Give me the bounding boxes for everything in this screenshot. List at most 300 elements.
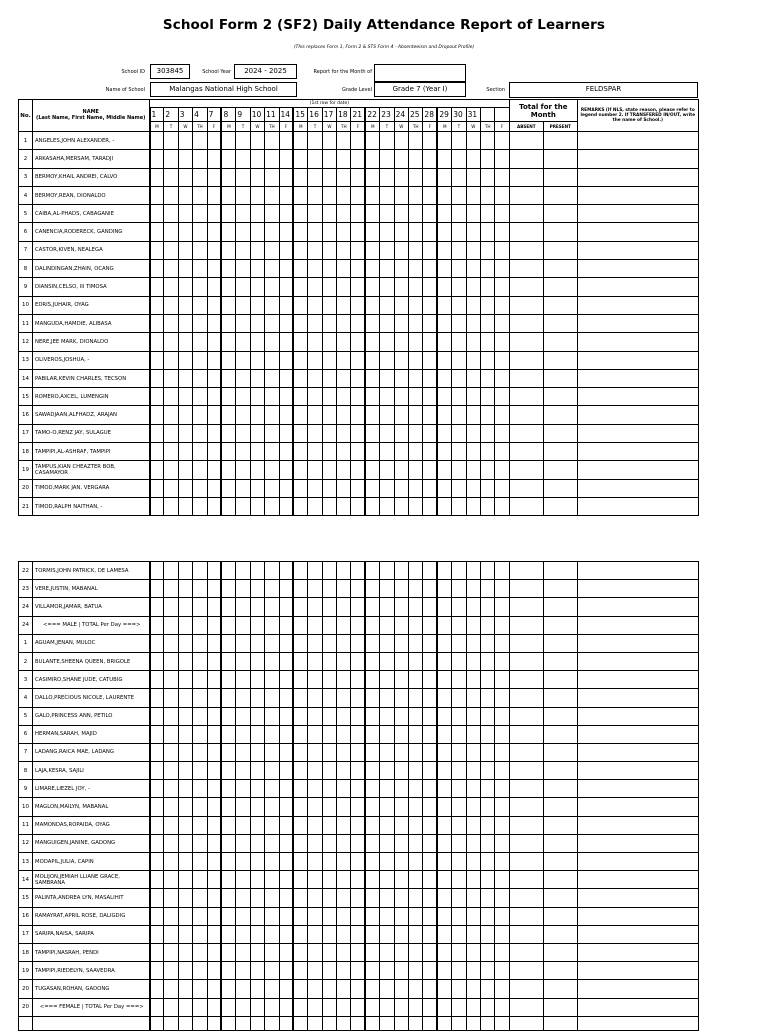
- attendance-cell[interactable]: [437, 853, 451, 871]
- attendance-cell[interactable]: [437, 871, 451, 889]
- attendance-cell[interactable]: [351, 816, 365, 834]
- attendance-cell[interactable]: [380, 314, 394, 332]
- attendance-cell[interactable]: [423, 351, 437, 369]
- attendance-cell[interactable]: [150, 925, 164, 943]
- attendance-cell[interactable]: [466, 634, 480, 652]
- attendance-cell[interactable]: [150, 598, 164, 616]
- attendance-cell[interactable]: [178, 168, 192, 186]
- absent-total-cell[interactable]: [509, 369, 543, 387]
- attendance-cell[interactable]: [236, 798, 250, 816]
- attendance-cell[interactable]: [365, 278, 379, 296]
- attendance-cell[interactable]: [380, 186, 394, 204]
- attendance-cell[interactable]: [480, 798, 494, 816]
- attendance-cell[interactable]: [409, 150, 423, 168]
- attendance-cell[interactable]: [221, 616, 235, 634]
- attendance-cell[interactable]: [423, 762, 437, 780]
- attendance-cell[interactable]: [495, 314, 509, 332]
- present-total-cell[interactable]: [543, 260, 577, 278]
- attendance-cell[interactable]: [221, 780, 235, 798]
- attendance-cell[interactable]: [150, 689, 164, 707]
- attendance-cell[interactable]: [150, 351, 164, 369]
- attendance-cell[interactable]: [351, 743, 365, 761]
- attendance-cell[interactable]: [466, 598, 480, 616]
- attendance-cell[interactable]: [150, 1016, 164, 1030]
- attendance-cell[interactable]: [437, 762, 451, 780]
- attendance-cell[interactable]: [308, 707, 322, 725]
- remarks-cell[interactable]: [577, 278, 698, 296]
- attendance-cell[interactable]: [365, 168, 379, 186]
- present-total-cell[interactable]: [543, 889, 577, 907]
- attendance-cell[interactable]: [293, 479, 307, 497]
- attendance-cell[interactable]: [351, 369, 365, 387]
- present-total-cell[interactable]: [543, 223, 577, 241]
- attendance-cell[interactable]: [380, 497, 394, 515]
- attendance-cell[interactable]: [193, 314, 207, 332]
- attendance-cell[interactable]: [265, 889, 279, 907]
- present-total-cell[interactable]: [543, 278, 577, 296]
- attendance-cell[interactable]: [250, 671, 264, 689]
- attendance-cell[interactable]: [164, 205, 178, 223]
- attendance-cell[interactable]: [265, 296, 279, 314]
- attendance-cell[interactable]: [308, 497, 322, 515]
- attendance-cell[interactable]: [279, 333, 293, 351]
- attendance-cell[interactable]: [365, 762, 379, 780]
- attendance-cell[interactable]: [193, 907, 207, 925]
- attendance-cell[interactable]: [423, 998, 437, 1016]
- attendance-cell[interactable]: [150, 580, 164, 598]
- attendance-cell[interactable]: [423, 205, 437, 223]
- attendance-cell[interactable]: [265, 388, 279, 406]
- attendance-cell[interactable]: [337, 652, 351, 670]
- attendance-cell[interactable]: [437, 798, 451, 816]
- attendance-cell[interactable]: [293, 707, 307, 725]
- attendance-cell[interactable]: [365, 186, 379, 204]
- attendance-cell[interactable]: [423, 853, 437, 871]
- attendance-cell[interactable]: [480, 634, 494, 652]
- attendance-cell[interactable]: [221, 223, 235, 241]
- attendance-cell[interactable]: [322, 562, 336, 580]
- present-total-cell[interactable]: [543, 369, 577, 387]
- attendance-cell[interactable]: [351, 205, 365, 223]
- attendance-cell[interactable]: [279, 150, 293, 168]
- attendance-cell[interactable]: [495, 889, 509, 907]
- attendance-cell[interactable]: [221, 461, 235, 479]
- attendance-cell[interactable]: [265, 1016, 279, 1030]
- attendance-cell[interactable]: [207, 241, 221, 259]
- attendance-cell[interactable]: [221, 652, 235, 670]
- remarks-cell[interactable]: [577, 743, 698, 761]
- attendance-cell[interactable]: [437, 889, 451, 907]
- remarks-cell[interactable]: [577, 998, 698, 1016]
- attendance-cell[interactable]: [293, 351, 307, 369]
- attendance-cell[interactable]: [178, 925, 192, 943]
- absent-total-cell[interactable]: [509, 853, 543, 871]
- attendance-cell[interactable]: [337, 241, 351, 259]
- attendance-cell[interactable]: [466, 725, 480, 743]
- attendance-cell[interactable]: [164, 278, 178, 296]
- attendance-cell[interactable]: [409, 406, 423, 424]
- attendance-cell[interactable]: [250, 998, 264, 1016]
- attendance-cell[interactable]: [423, 907, 437, 925]
- present-total-cell[interactable]: [543, 562, 577, 580]
- attendance-cell[interactable]: [236, 743, 250, 761]
- attendance-cell[interactable]: [236, 424, 250, 442]
- attendance-cell[interactable]: [221, 205, 235, 223]
- attendance-cell[interactable]: [193, 205, 207, 223]
- attendance-cell[interactable]: [495, 925, 509, 943]
- attendance-cell[interactable]: [409, 798, 423, 816]
- attendance-cell[interactable]: [265, 707, 279, 725]
- attendance-cell[interactable]: [322, 962, 336, 980]
- attendance-cell[interactable]: [207, 834, 221, 852]
- attendance-cell[interactable]: [351, 889, 365, 907]
- attendance-cell[interactable]: [437, 580, 451, 598]
- attendance-cell[interactable]: [365, 598, 379, 616]
- attendance-cell[interactable]: [337, 725, 351, 743]
- attendance-cell[interactable]: [164, 907, 178, 925]
- attendance-cell[interactable]: [150, 479, 164, 497]
- attendance-cell[interactable]: [150, 314, 164, 332]
- attendance-cell[interactable]: [337, 461, 351, 479]
- attendance-cell[interactable]: [351, 598, 365, 616]
- attendance-cell[interactable]: [250, 241, 264, 259]
- attendance-cell[interactable]: [250, 598, 264, 616]
- attendance-cell[interactable]: [466, 780, 480, 798]
- attendance-cell[interactable]: [409, 998, 423, 1016]
- attendance-cell[interactable]: [308, 671, 322, 689]
- attendance-cell[interactable]: [322, 798, 336, 816]
- attendance-cell[interactable]: [466, 889, 480, 907]
- attendance-cell[interactable]: [250, 296, 264, 314]
- attendance-cell[interactable]: [221, 689, 235, 707]
- attendance-cell[interactable]: [480, 369, 494, 387]
- attendance-cell[interactable]: [150, 241, 164, 259]
- attendance-cell[interactable]: [279, 871, 293, 889]
- attendance-cell[interactable]: [308, 652, 322, 670]
- attendance-cell[interactable]: [466, 150, 480, 168]
- attendance-cell[interactable]: [193, 497, 207, 515]
- attendance-cell[interactable]: [322, 369, 336, 387]
- attendance-cell[interactable]: [193, 150, 207, 168]
- attendance-cell[interactable]: [193, 925, 207, 943]
- present-total-cell[interactable]: [543, 798, 577, 816]
- attendance-cell[interactable]: [293, 406, 307, 424]
- attendance-cell[interactable]: [466, 186, 480, 204]
- attendance-cell[interactable]: [293, 689, 307, 707]
- attendance-cell[interactable]: [178, 278, 192, 296]
- attendance-cell[interactable]: [380, 998, 394, 1016]
- attendance-cell[interactable]: [293, 562, 307, 580]
- absent-total-cell[interactable]: [509, 479, 543, 497]
- attendance-cell[interactable]: [178, 598, 192, 616]
- absent-total-cell[interactable]: [509, 780, 543, 798]
- attendance-cell[interactable]: [178, 725, 192, 743]
- attendance-cell[interactable]: [452, 461, 466, 479]
- present-total-cell[interactable]: [543, 816, 577, 834]
- attendance-cell[interactable]: [409, 314, 423, 332]
- attendance-cell[interactable]: [308, 562, 322, 580]
- absent-total-cell[interactable]: [509, 223, 543, 241]
- attendance-cell[interactable]: [193, 853, 207, 871]
- present-total-cell[interactable]: [543, 406, 577, 424]
- attendance-cell[interactable]: [337, 671, 351, 689]
- absent-total-cell[interactable]: [509, 205, 543, 223]
- attendance-cell[interactable]: [279, 260, 293, 278]
- attendance-cell[interactable]: [308, 798, 322, 816]
- attendance-cell[interactable]: [178, 798, 192, 816]
- attendance-cell[interactable]: [380, 925, 394, 943]
- attendance-cell[interactable]: [308, 580, 322, 598]
- attendance-cell[interactable]: [207, 260, 221, 278]
- attendance-cell[interactable]: [265, 798, 279, 816]
- attendance-cell[interactable]: [423, 424, 437, 442]
- attendance-cell[interactable]: [308, 598, 322, 616]
- attendance-cell[interactable]: [337, 497, 351, 515]
- attendance-cell[interactable]: [380, 689, 394, 707]
- attendance-cell[interactable]: [164, 725, 178, 743]
- attendance-cell[interactable]: [380, 907, 394, 925]
- present-total-cell[interactable]: [543, 443, 577, 461]
- attendance-cell[interactable]: [150, 168, 164, 186]
- attendance-cell[interactable]: [250, 406, 264, 424]
- attendance-cell[interactable]: [236, 186, 250, 204]
- attendance-cell[interactable]: [164, 689, 178, 707]
- attendance-cell[interactable]: [351, 853, 365, 871]
- attendance-cell[interactable]: [308, 816, 322, 834]
- attendance-cell[interactable]: [437, 780, 451, 798]
- attendance-cell[interactable]: [409, 580, 423, 598]
- attendance-cell[interactable]: [480, 616, 494, 634]
- attendance-cell[interactable]: [409, 725, 423, 743]
- attendance-cell[interactable]: [466, 834, 480, 852]
- attendance-cell[interactable]: [380, 707, 394, 725]
- absent-total-cell[interactable]: [509, 943, 543, 961]
- attendance-cell[interactable]: [437, 1016, 451, 1030]
- attendance-cell[interactable]: [279, 562, 293, 580]
- attendance-cell[interactable]: [452, 743, 466, 761]
- attendance-cell[interactable]: [466, 962, 480, 980]
- attendance-cell[interactable]: [150, 406, 164, 424]
- attendance-cell[interactable]: [437, 562, 451, 580]
- attendance-cell[interactable]: [394, 616, 408, 634]
- attendance-cell[interactable]: [437, 634, 451, 652]
- attendance-cell[interactable]: [322, 260, 336, 278]
- attendance-cell[interactable]: [250, 150, 264, 168]
- attendance-cell[interactable]: [236, 132, 250, 150]
- attendance-cell[interactable]: [480, 186, 494, 204]
- attendance-cell[interactable]: [452, 798, 466, 816]
- attendance-cell[interactable]: [178, 369, 192, 387]
- attendance-cell[interactable]: [365, 689, 379, 707]
- attendance-cell[interactable]: [279, 168, 293, 186]
- attendance-cell[interactable]: [466, 351, 480, 369]
- attendance-cell[interactable]: [394, 780, 408, 798]
- attendance-cell[interactable]: [351, 907, 365, 925]
- attendance-cell[interactable]: [452, 998, 466, 1016]
- attendance-cell[interactable]: [250, 223, 264, 241]
- attendance-cell[interactable]: [437, 205, 451, 223]
- attendance-cell[interactable]: [466, 132, 480, 150]
- present-total-cell[interactable]: [543, 497, 577, 515]
- absent-total-cell[interactable]: [509, 314, 543, 332]
- attendance-cell[interactable]: [480, 889, 494, 907]
- attendance-cell[interactable]: [265, 834, 279, 852]
- attendance-cell[interactable]: [250, 278, 264, 296]
- attendance-cell[interactable]: [480, 241, 494, 259]
- attendance-cell[interactable]: [380, 943, 394, 961]
- attendance-cell[interactable]: [480, 816, 494, 834]
- attendance-cell[interactable]: [178, 296, 192, 314]
- attendance-cell[interactable]: [265, 241, 279, 259]
- attendance-cell[interactable]: [337, 980, 351, 998]
- attendance-cell[interactable]: [279, 406, 293, 424]
- attendance-cell[interactable]: [265, 634, 279, 652]
- attendance-cell[interactable]: [207, 907, 221, 925]
- attendance-cell[interactable]: [293, 580, 307, 598]
- attendance-cell[interactable]: [150, 907, 164, 925]
- attendance-cell[interactable]: [423, 834, 437, 852]
- attendance-cell[interactable]: [380, 780, 394, 798]
- attendance-cell[interactable]: [409, 497, 423, 515]
- present-total-cell[interactable]: [543, 998, 577, 1016]
- attendance-cell[interactable]: [221, 853, 235, 871]
- attendance-cell[interactable]: [322, 406, 336, 424]
- attendance-cell[interactable]: [178, 260, 192, 278]
- attendance-cell[interactable]: [495, 616, 509, 634]
- attendance-cell[interactable]: [164, 1016, 178, 1030]
- attendance-cell[interactable]: [322, 998, 336, 1016]
- attendance-cell[interactable]: [351, 443, 365, 461]
- present-total-cell[interactable]: [543, 980, 577, 998]
- attendance-cell[interactable]: [150, 816, 164, 834]
- attendance-cell[interactable]: [380, 889, 394, 907]
- remarks-cell[interactable]: [577, 798, 698, 816]
- attendance-cell[interactable]: [279, 689, 293, 707]
- attendance-cell[interactable]: [308, 853, 322, 871]
- attendance-cell[interactable]: [437, 907, 451, 925]
- attendance-cell[interactable]: [236, 871, 250, 889]
- attendance-cell[interactable]: [221, 598, 235, 616]
- attendance-cell[interactable]: [409, 980, 423, 998]
- attendance-cell[interactable]: [466, 943, 480, 961]
- attendance-cell[interactable]: [480, 260, 494, 278]
- attendance-cell[interactable]: [164, 241, 178, 259]
- attendance-cell[interactable]: [207, 853, 221, 871]
- attendance-cell[interactable]: [250, 562, 264, 580]
- remarks-cell[interactable]: [577, 671, 698, 689]
- attendance-cell[interactable]: [221, 260, 235, 278]
- attendance-cell[interactable]: [452, 241, 466, 259]
- attendance-cell[interactable]: [164, 671, 178, 689]
- attendance-cell[interactable]: [279, 296, 293, 314]
- attendance-cell[interactable]: [250, 925, 264, 943]
- attendance-cell[interactable]: [437, 943, 451, 961]
- attendance-cell[interactable]: [279, 479, 293, 497]
- attendance-cell[interactable]: [236, 351, 250, 369]
- attendance-cell[interactable]: [150, 743, 164, 761]
- attendance-cell[interactable]: [466, 443, 480, 461]
- attendance-cell[interactable]: [279, 980, 293, 998]
- absent-total-cell[interactable]: [509, 424, 543, 442]
- remarks-cell[interactable]: [577, 834, 698, 852]
- attendance-cell[interactable]: [250, 798, 264, 816]
- attendance-cell[interactable]: [337, 871, 351, 889]
- attendance-cell[interactable]: [337, 780, 351, 798]
- attendance-cell[interactable]: [495, 725, 509, 743]
- attendance-cell[interactable]: [308, 186, 322, 204]
- attendance-cell[interactable]: [265, 424, 279, 442]
- attendance-cell[interactable]: [236, 707, 250, 725]
- attendance-cell[interactable]: [193, 616, 207, 634]
- attendance-cell[interactable]: [365, 834, 379, 852]
- absent-total-cell[interactable]: [509, 388, 543, 406]
- attendance-cell[interactable]: [150, 296, 164, 314]
- attendance-cell[interactable]: [279, 834, 293, 852]
- attendance-cell[interactable]: [452, 598, 466, 616]
- attendance-cell[interactable]: [250, 388, 264, 406]
- attendance-cell[interactable]: [250, 853, 264, 871]
- attendance-cell[interactable]: [337, 314, 351, 332]
- attendance-cell[interactable]: [480, 871, 494, 889]
- attendance-cell[interactable]: [337, 598, 351, 616]
- present-total-cell[interactable]: [543, 652, 577, 670]
- attendance-cell[interactable]: [178, 479, 192, 497]
- attendance-cell[interactable]: [480, 1016, 494, 1030]
- attendance-cell[interactable]: [495, 598, 509, 616]
- attendance-cell[interactable]: [480, 296, 494, 314]
- remarks-cell[interactable]: [577, 241, 698, 259]
- attendance-cell[interactable]: [250, 424, 264, 442]
- attendance-cell[interactable]: [150, 707, 164, 725]
- attendance-cell[interactable]: [150, 725, 164, 743]
- attendance-cell[interactable]: [193, 479, 207, 497]
- attendance-cell[interactable]: [394, 424, 408, 442]
- attendance-cell[interactable]: [221, 762, 235, 780]
- attendance-cell[interactable]: [380, 333, 394, 351]
- attendance-cell[interactable]: [351, 260, 365, 278]
- absent-total-cell[interactable]: [509, 998, 543, 1016]
- attendance-cell[interactable]: [380, 479, 394, 497]
- attendance-cell[interactable]: [279, 443, 293, 461]
- absent-total-cell[interactable]: [509, 762, 543, 780]
- attendance-cell[interactable]: [193, 369, 207, 387]
- absent-total-cell[interactable]: [509, 707, 543, 725]
- attendance-cell[interactable]: [265, 962, 279, 980]
- attendance-cell[interactable]: [480, 314, 494, 332]
- attendance-cell[interactable]: [250, 634, 264, 652]
- attendance-cell[interactable]: [380, 241, 394, 259]
- present-total-cell[interactable]: [543, 634, 577, 652]
- attendance-cell[interactable]: [236, 616, 250, 634]
- attendance-cell[interactable]: [193, 296, 207, 314]
- attendance-cell[interactable]: [480, 943, 494, 961]
- attendance-cell[interactable]: [351, 980, 365, 998]
- attendance-cell[interactable]: [164, 562, 178, 580]
- attendance-cell[interactable]: [466, 369, 480, 387]
- remarks-cell[interactable]: [577, 907, 698, 925]
- attendance-cell[interactable]: [337, 707, 351, 725]
- attendance-cell[interactable]: [466, 424, 480, 442]
- attendance-cell[interactable]: [221, 278, 235, 296]
- attendance-cell[interactable]: [466, 743, 480, 761]
- attendance-cell[interactable]: [193, 598, 207, 616]
- attendance-cell[interactable]: [164, 260, 178, 278]
- attendance-cell[interactable]: [394, 853, 408, 871]
- attendance-cell[interactable]: [394, 150, 408, 168]
- attendance-cell[interactable]: [265, 406, 279, 424]
- attendance-cell[interactable]: [495, 634, 509, 652]
- attendance-cell[interactable]: [365, 634, 379, 652]
